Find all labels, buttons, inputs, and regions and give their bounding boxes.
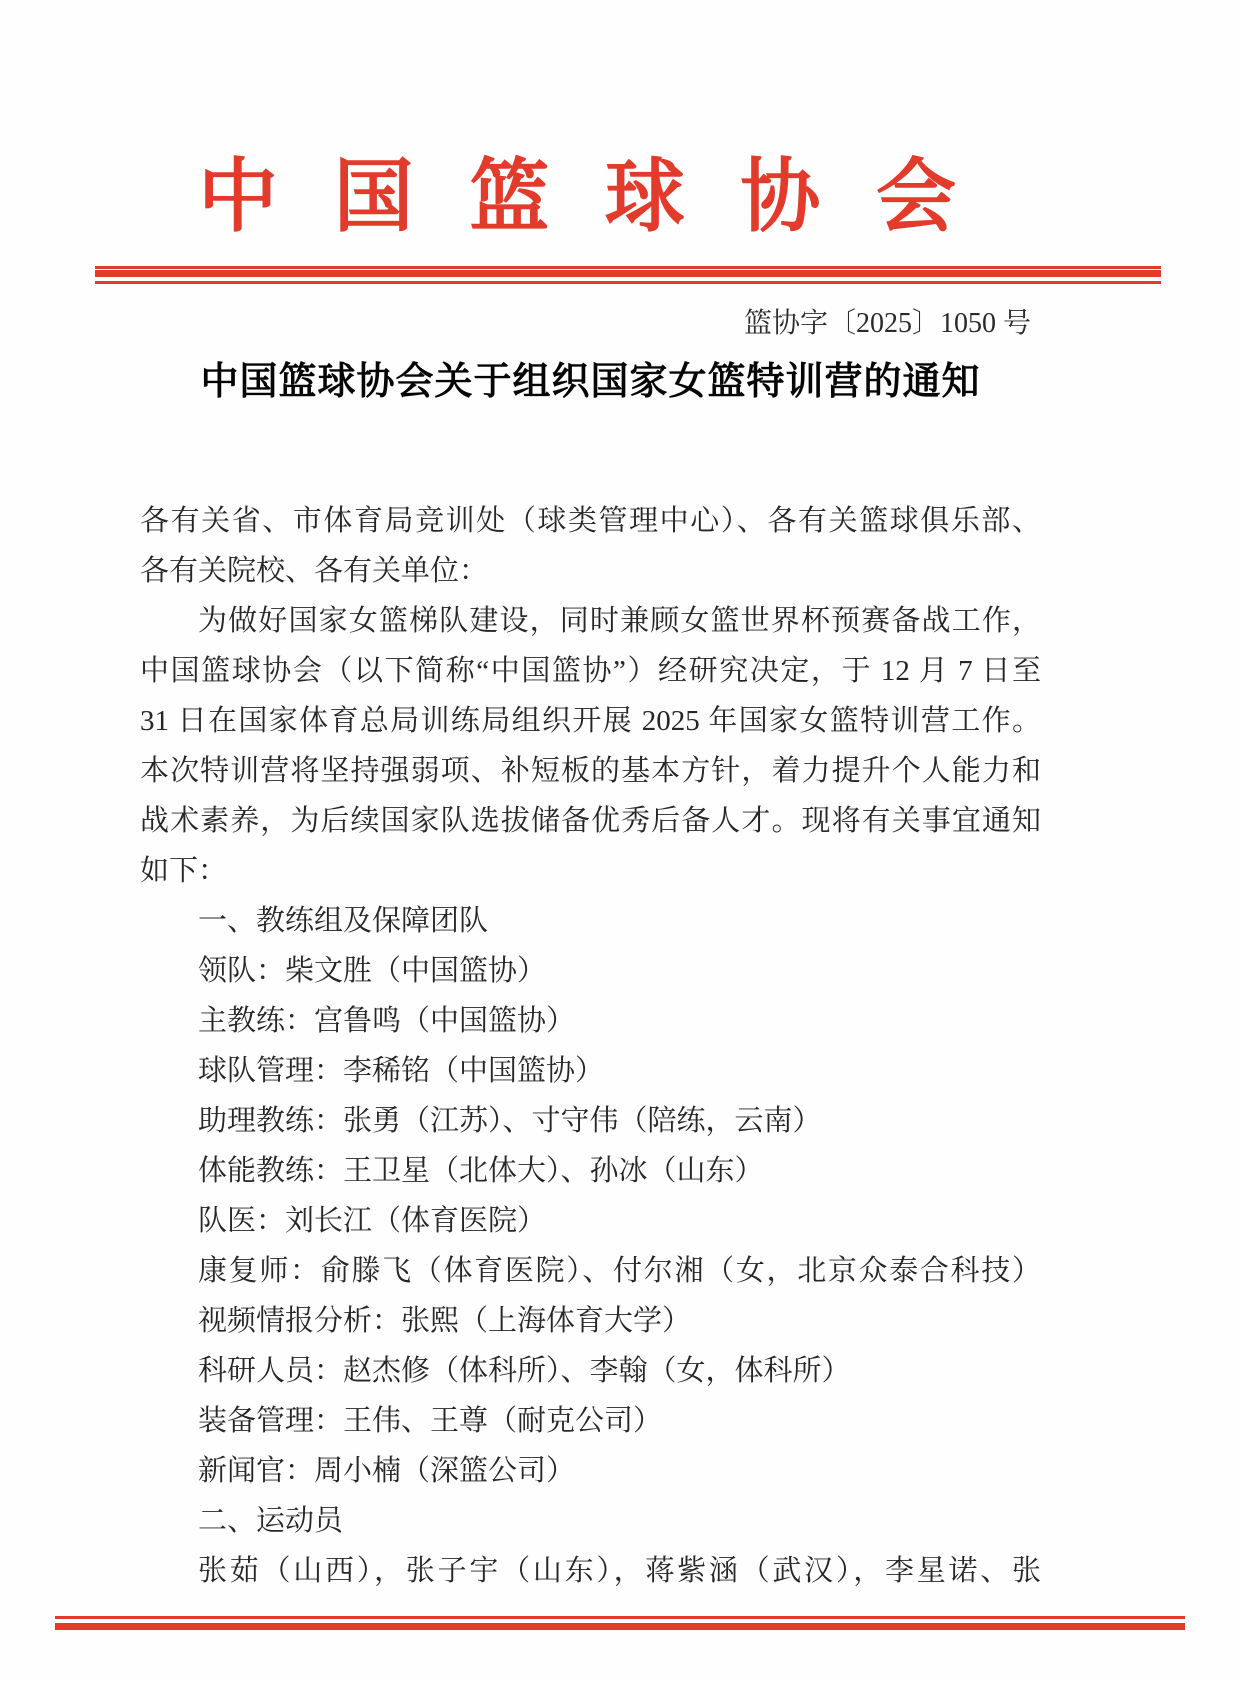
body-line-paragraph-5: 战术素养，为后续国家队选拔储备优秀后备人才。现将有关事宜通知	[140, 805, 1041, 837]
document-number: 篮协字〔2025〕1050 号	[743, 308, 1031, 339]
body-line-equipment-manager: 装备管理：王伟、王尊（耐克公司）	[198, 1405, 663, 1437]
divider-line-thin-top	[95, 266, 1161, 269]
body-line-section-1-heading: 一、教练组及保障团队	[198, 905, 489, 937]
body-line-assistant-coaches: 助理教练：张勇（江苏）、寸守伟（陪练，云南）	[198, 1105, 822, 1137]
document-body	[0, 496, 1239, 1596]
body-line-addressees-2: 各有关院校、各有关单位：	[140, 555, 489, 587]
body-line-press-officer: 新闻官：周小楠（深篮公司）	[198, 1455, 576, 1487]
body-line-athletes-1: 张茹（山西），张子宇（山东），蒋紫涵（武汉），李星诺、张	[198, 1555, 1041, 1587]
body-line-paragraph-3: 31 日在国家体育总局训练局组织开展 2025 年国家女篮特训营工作。	[140, 705, 1041, 737]
divider-line-thick	[95, 270, 1161, 277]
body-line-research-staff: 科研人员：赵杰修（体科所）、李翰（女，体科所）	[198, 1355, 851, 1387]
letterhead-divider	[95, 266, 1161, 284]
body-line-head-coach: 主教练：宫鲁鸣（中国篮协）	[198, 1005, 576, 1037]
divider-line-thin-bottom	[95, 281, 1161, 284]
body-line-paragraph-4: 本次特训营将坚持强弱项、补短板的基本方针，着力提升个人能力和	[140, 755, 1041, 787]
body-line-paragraph-1: 为做好国家女篮梯队建设，同时兼顾女篮世界杯预赛备战工作，	[198, 605, 1041, 637]
body-line-team-leader: 领队：柴文胜（中国篮协）	[198, 955, 547, 987]
footer-divider	[55, 1616, 1185, 1630]
body-line-addressees-1: 各有关省、市体育局竞训处（球类管理中心）、各有关篮球俱乐部、	[140, 505, 1041, 537]
body-line-rehab-staff: 康复师：俞滕飞（体育医院）、付尔湘（女，北京众泰合科技）	[198, 1255, 1041, 1287]
body-line-section-2-heading: 二、运动员	[198, 1505, 344, 1537]
body-line-video-analyst: 视频情报分析：张熙（上海体育大学）	[198, 1305, 692, 1337]
letterhead-org-name: 中国篮球协会	[198, 154, 956, 242]
footer-line-thin	[55, 1616, 1185, 1619]
body-line-paragraph-6: 如下：	[140, 855, 228, 887]
body-line-paragraph-2: 中国篮球协会（以下简称“中国篮协”）经研究决定，于 12 月 7 日至	[140, 655, 1041, 687]
body-line-fitness-coaches: 体能教练：王卫星（北体大）、孙冰（山东）	[198, 1155, 764, 1187]
body-line-team-manager: 球队管理：李稀铭（中国篮协）	[198, 1055, 605, 1087]
document-title: 中国篮球协会关于组织国家女篮特训营的通知	[200, 361, 981, 403]
body-line-team-doctor: 队医：刘长江（体育医院）	[198, 1205, 547, 1237]
footer-line-thick	[55, 1623, 1185, 1630]
